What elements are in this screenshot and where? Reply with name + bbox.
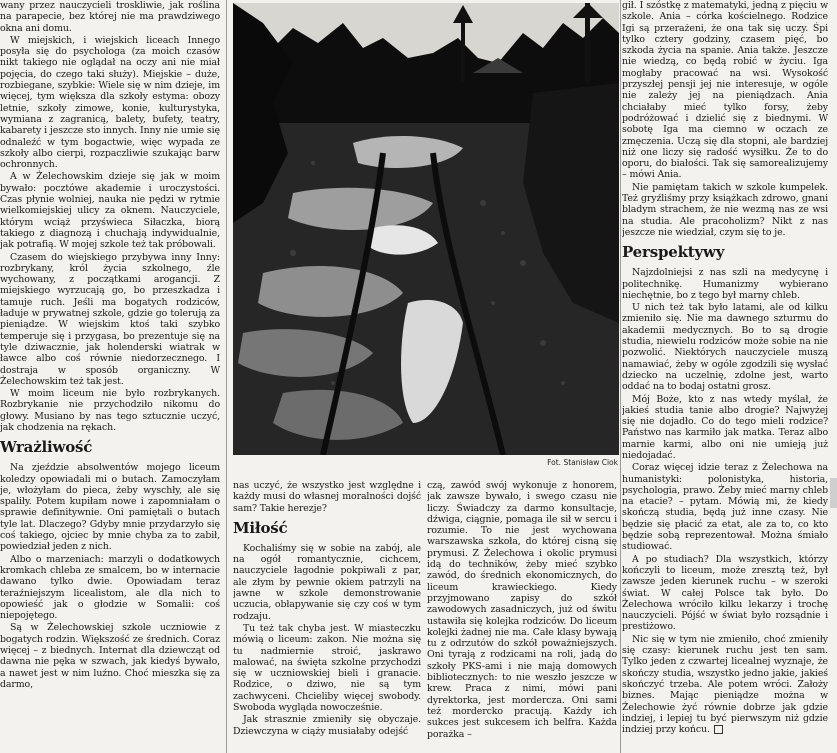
photo-credit: Fot. Stanisław Ciok	[547, 458, 618, 467]
paragraph: Tu też tak chyba jest. W miasteczku mówią o liceum: zakon. Nie można się tu nadmiernie stroić, jaskrawo malować, na święta szkolne przychodzi się w uczniowskiej bieli i granacie. Rodzice, o dziwo, nie są tym zachwyceni. Chcieliby więcej swobody. Swoboda wygląda nowocześnie.	[233, 622, 421, 714]
column-divider	[226, 0, 227, 753]
paragraph: gił. I szóstkę z matematyki, jedną z pięciu w szkole. Ania – córka kościelnego. Rodzice Igi są przerażeni, że ona tak się uczy. Śpi tylko cztery godziny, czasem pięć, bo szkoda życia na spanie. Ania także. Jeszcze nie wiedzą, co będą robić w życiu. Iga mogłaby pracować na wsi. Wysokość przyszłej pensji jej nie interesuje, w ogóle nie zależy jej na pieniądzach. Ania chciałaby mieć tylko forsy, żeby podróżować i dzielić się z biednymi. W sobotę Iga ma ciemno w oczach ze zmęczenia. Uczą się dla stopni, ale bardziej niż one liczy się radość wysiłku. Że to do oporu, do białości. Tak się samorealizujemy – mówi Ania.	[622, 0, 828, 181]
paragraph	[622, 634, 828, 736]
paragraph: W moim liceum nie było rozbrykanych. Rozbrykanie nie przychodziło nikomu do głowy. Musiano by nas tego sztucznie uczyć, jak chodzenia na rękach.	[0, 388, 220, 433]
forest-path-photo	[233, 3, 619, 455]
paragraph: Coraz więcej idzie teraz z Żelechowa na humanistyki: polonistyka, historia, psychologia, prawo. Żeby mieć marny chleb na etacie? – pytam. Mówią mi, że kiedy skończą studia, będą już inne czasy. Nie będzie się płacić za etat, ale za to, co kto będzie sobą reprezentował. Można śmiało studiować.	[622, 462, 828, 553]
article-column-2	[233, 480, 421, 753]
paragraph: Albo o marzeniach: marzyli o dodatkowych kromkach chleba ze smalcem, bo w internacie dawano tylko dwie. Opowiadam teraz teraźniejszym licealistom, ale dla nich to opowieść jak o głodzie w Somalii: coś niepojętego.	[0, 553, 220, 622]
paragraph: U nich też tak było latami, ale od kilku zmieniło się. Nie ma dawnego szturmu do akademii medycznych. Bo to są drogie studia, niewielu rodziców może sobie na nie pozwolić. Niektórych nauczyciele muszą namawiać, żeby w ogóle zgodzili się wysłać dziecko na uczelnię, zdolne jest, warto oddać na to bodaj ostatni grosz.	[622, 302, 828, 393]
paragraph: W miejskich, i wiejskich liceach Innego posyła się do psychologa (za moich czasów nikt takiego nie oglądał na oczy ani nie miał pojęcia, do czego taki służy). Miejskie – duże, rozbiegane, szybkie: Wiele się w nim dzieje, im więcej, tym większa dla szkoły estyma: obozy letnie, szkoły zimowe, konie, kulturystyka, wymiana z zagranicą, balety, bufety, teatry, kabarety i jeszcze sto innych. Inny nie umie się odnaleźć w tym bogactwie, więc wypada ze szkoły albo cierpi, rozpaczliwie szukając barw ochronnych.	[0, 34, 220, 171]
paragraph: Na zjeździe absolwentów mojego liceum koledzy opowiadali mi o butach. Zamoczyłam je, włożyłam do pieca, żeby wyschły, ale się spaliły. Potem kupiłam nowe i zapomniałam o sprawie definitywnie. Oni pamiętali o butach tyle lat. Dlaczego? Gdyby mnie przydarzyło się coś takiego, ojciec by mnie chyba za to zabił, powiedział jeden z nich.	[0, 462, 220, 553]
article-column-3	[427, 480, 617, 753]
paragraph: Mój Boże, kto z nas wtedy myślał, że jakieś studia tanie albo drogie? Najwyżej się nie dojadło. Co do tego mieli rodzice? Państwo nas karmiło jak matka. Teraz albo marnie karmi, albo oni nie umieją już niedojadać.	[622, 393, 828, 461]
paragraph: wany przez nauczycieli troskliwie, jak roślina na parapecie, bez której nie ma prawdziwego okna ani domu.	[0, 0, 220, 34]
paragraph: nas uczyć, że wszystko jest względne i każdy musi do własnej moralności dojść sam? Takie herezje?	[233, 480, 421, 514]
page-edge-mark	[830, 478, 837, 508]
paragraph: A po studiach? Dla wszystkich, którzy kończyli to liceum, może zresztą też, był zawsze jeden kierunek ruchu – w szeroki świat. W całej Polsce tak było. Do Żelechowa wróciło kilku lekarzy i trochę nauczycieli. Pójść w świat było rozsądnie i prestiżowo.	[622, 553, 828, 633]
paragraph: Kochaliśmy się w sobie na zabój, ale na ogół romantycznie, cichcem, nauczyciele łagodnie pokpiwali z par, ale złym by pewnie okiem patrzyli na jawne w szkole demonstrowanie uczucia, obłapywanie się czy coś w tym rodzaju.	[233, 542, 421, 622]
paragraph: Czasem do wiejskiego przybywa inny Inny: rozbrykany, król życia szkolnego, źle wychowany, z początkami arogancji. Z miejskiego wyrzucają go, bo przeszkadza i tamuje ruch. Jeśli ma bogatych rodziców, ładuje w prywatnej szkole, gdzie go tolerują za pieniądze. W wiejskim ktoś taki szybko temperuje się i przygasa, bo prezentuje się na tyle dziwacznie, jak holenderski wiatrak w ławce albo coś równie niedorzecznego. I dostraja w sposób organiczny. W Żelechowskim też tak jest.	[0, 251, 220, 387]
column-divider	[620, 0, 621, 753]
paragraph: czą, zawód swój wykonuje z honorem, jak zawsze bywało, i swego czasu nie liczy. Świadczy za darmo konsultacje, dźwiga, ciągnie, pomaga ile sił w sercu i rozumie. To nie jest wychowana warszawska szkoła, do której cisną się prymusi. Z Żelechowa i okolic prymusi idą do techników, żeby mieć szybko zawód, do średnich ekonomicznych, do liceum krawieckiego. Kiedy przyjmowano zapisy do szkół zawodowych zasadniczych, już od świtu ustawiła się kolejka rodziców. Do liceum kolejki żadnej nie ma. Całe klasy bywają tu z odrzutów do szkół poważniejszych. Oni tyrają z rodzicami na roli, jadą do szkoły PKS-ami i nie mają domowych bibliotecznych: to nie weszło jeszcze w krew. Praca z nimi, mówi pani dyrektorka, jest mordercza. Oni sami też mordercko pracują. Każdy ich sukces jest sukcesem ich belfra. Każda porażka –	[427, 480, 617, 740]
article-column-1	[0, 0, 220, 753]
paragraph: Nie pamiętam takich w szkole kumpelek. Też gryźliśmy przy książkach zdrowo, gnani bladym strachem, że nie wezmą nas ze wsi na studia. Ale pracoholizm? Nikt z nas jeszcze nie wiedział, czym się to je.	[622, 181, 828, 238]
section-heading-wrazliwosc: Wrażliwość	[0, 438, 93, 457]
paragraph: Jak strasznie zmieniły się obyczaje. Dziewczyna w ciąży musiałaby odejść	[233, 714, 421, 737]
paragraph-text: Nic się w tym nie zmieniło, choć zmieniły się czasy: kierunek ruchu jest ten sam. Tylko jeden z czwartej licealnej wyznaje, że skończy studia, wszystko jedno jakie, jakieś skończyć trzeba. Ale potem wróci. Założy biznes. Mając pieniądze można w Żelechowie żyć równie dobrze jak gdzie indziej, i lepiej tu być pierwszym niż gdzie indziej przy końcu.	[622, 633, 828, 736]
paragraph: A w Żelechowskim dzieje się jak w moim bywało: pocztówe akademie i uroczystości. Czas płynie wolniej, nauka nie pędzi w rytmie wielkomiejskiej ulicy za oknem. Nauczyciele, którym wciąż przyświeca Siłaczka, biorą takiego z diagnozą i chuchają indywidualnie, jak potrafią. W mojej szkole też tak próbowali.	[0, 171, 220, 251]
photo-illustration	[233, 3, 619, 455]
section-heading-milosc: Miłość	[233, 518, 288, 537]
paragraph: Są w Żelechowskiej szkole uczniowie z bogatych rodzin. Większość ze średnich. Coraz więcej – z biednych. Internat dla dziewcząt od dawna nie pęka w szwach, jak kiedyś bywało, a nawet jest w nim luźno. Choć mieszka się za darmo,	[0, 622, 220, 690]
paragraph: Najzdolniejsi z nas szli na medycynę i politechnikę. Humanizmy wybierano niechętnie, bo z tego był marny chleb.	[622, 267, 828, 301]
article-column-4	[622, 0, 828, 753]
section-heading-perspektywy: Perspektywy	[622, 243, 725, 262]
end-of-article-icon	[714, 725, 723, 734]
